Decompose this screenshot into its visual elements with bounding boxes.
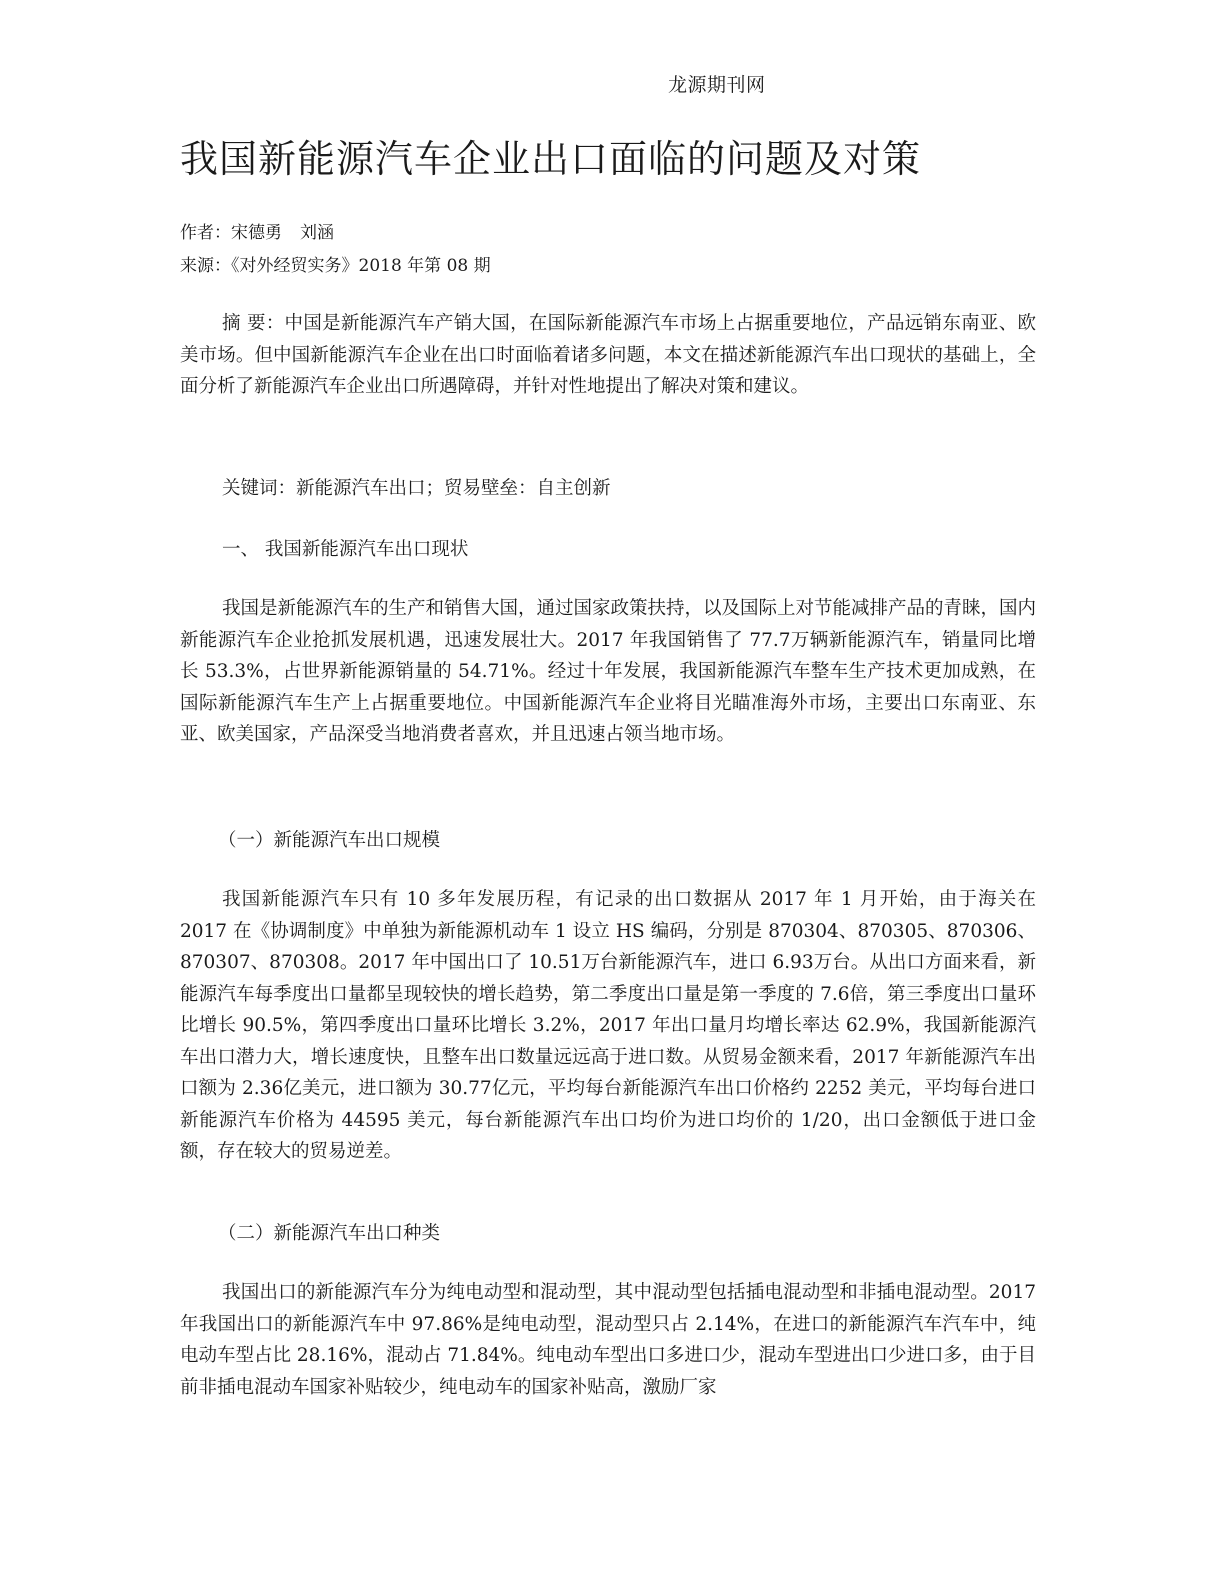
body-paragraph: 我国新能源汽车只有 10 多年发展历程，有记录的出口数据从 2017 年 1 月开始，由于海关在 2017 在《协调制度》中单独为新能源机动车 1 设立 HS 编码，分别是 870304、870305、870306、870307、870308。2017 年中国出口了 10.51万台新能源汽车，进口 6.93万台。从出口方面来看，新能源汽车每季度出口量都呈现较快的增长趋势，第二季度出口量是第一季度的 7.6倍，第三季度出口量环比增长 90.5%，第四季度出口量环比增长 3.2%，2017 年出口量月均增长率达 62.9%，我国新能源汽车出口潜力大，增长速度快，且整车出口数量远远高于进口数。从贸易金额来看，2017 年新能源汽车出口额为 2.36亿美元，进口额为 30.77亿元，平均每台新能源汽车出口价格约 2252 美元，平均每台进口新能源汽车价格为 44595 美元，每台新能源汽车出口均价为进口均价的 1/20，出口金额低于进口金额，存在较大的贸易逆差。: [180, 889, 1036, 1162]
author-name: 刘涵: [300, 223, 334, 243]
source-value: 《对外经贸实务》2018 年第 08 期: [231, 256, 491, 276]
abstract-paragraph: 摘 要：中国是新能源汽车产销大国，在国际新能源汽车市场上占据重要地位，产品远销东南亚、欧美市场。但中国新能源汽车企业在出口时面临着诸多问题，本文在描述新能源汽车出口现状的基础上，全面分析了新能源汽车企业出口所遇障碍，并针对性地提出了解决对策和建议。: [180, 313, 1036, 397]
author-label: 作者：: [180, 223, 231, 243]
subsection-heading: （一）新能源汽车出口规模: [218, 830, 441, 851]
document-title: 我国新能源汽车企业出口面临的问题及对策: [180, 137, 922, 181]
keywords-line: 关键词：新能源汽车出口；贸易壁垒：自主创新: [222, 478, 611, 499]
section-heading: 一、 我国新能源汽车出口现状: [222, 539, 469, 560]
site-name-header: 龙源期刊网: [668, 74, 766, 96]
author-line: [180, 218, 334, 243]
body-paragraph: 我国出口的新能源汽车分为纯电动型和混动型，其中混动型包括插电混动型和非插电混动型。2017 年我国出口的新能源汽车中 97.86%是纯电动型，混动型只占 2.14%，在进口的新能源汽车汽车中，纯电动车型占比 28.16%，混动占 71.84%。纯电动车型出口多进口少，混动车型进出口少进口多，由于目前非插电混动车国家补贴较少，纯电动车的国家补贴高，激励厂家: [180, 1282, 1036, 1398]
subsection-heading: （二）新能源汽车出口种类: [218, 1223, 441, 1244]
source-label: 来源：: [180, 256, 231, 276]
body-paragraph: 我国是新能源汽车的生产和销售大国，通过国家政策扶持，以及国际上对节能减排产品的青睐，国内新能源汽车企业抢抓发展机遇，迅速发展壮大。2017 年我国销售了 77.7万辆新能源汽车，销量同比增长 53.3%，占世界新能源销量的 54.71%。经过十年发展，我国新能源汽车整车生产技术更加成熟，在国际新能源汽车生产上占据重要地位。中国新能源汽车企业将目光瞄准海外市场，主要出口东南亚、东亚、欧美国家，产品深受当地消费者喜欢，并且迅速占领当地市场。: [180, 598, 1037, 745]
author-name: 宋德勇: [231, 223, 282, 243]
source-line: [180, 251, 491, 276]
